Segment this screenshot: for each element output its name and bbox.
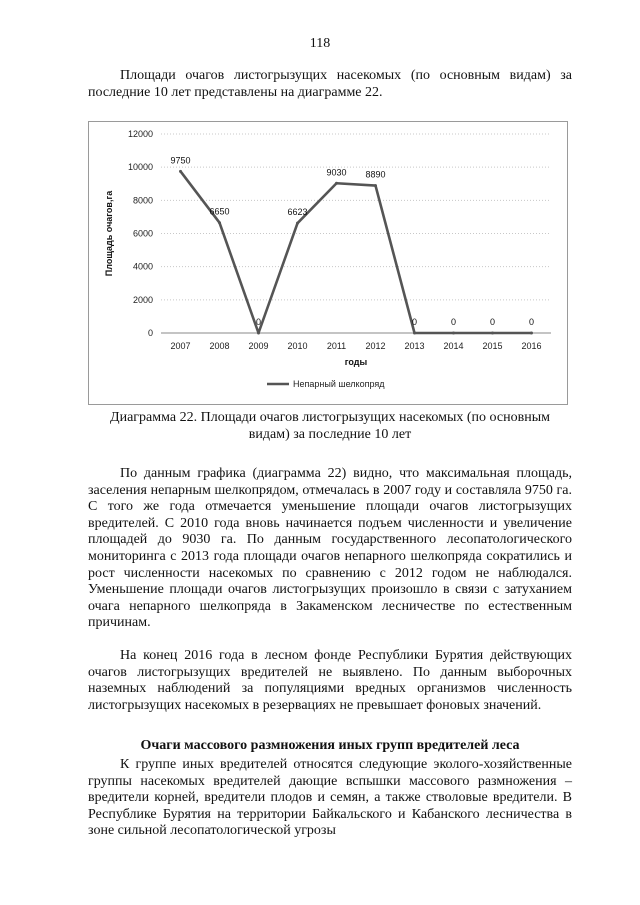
y-tick-label: 6000 — [132, 228, 153, 239]
x-tick-label: 2016 — [521, 341, 542, 351]
x-tick-label: 2007 — [170, 341, 191, 351]
series-line — [181, 171, 535, 333]
data-point — [413, 332, 416, 335]
paragraph-analysis: По данным графика (диаграмма 22) видно, что максимальная площадь, заселения непарным шелкопрядом, отмечалась в 2007 году и составляла 9750 га. С того же года отмечается уменьшение площади очагов листогрызущих вредителей. С 2010 года вновь начинается подъем численности и увеличение площадей до 9030 га. По данным государственного лесопатологического мониторинга с 2013 года площади очагов непарного шелкопряда сократились и рост численности насекомых по сравнению с 2012 годом не наблюдался. Уменьшение площади очагов листогрызущих произошло в связи с затуханием очага непарного шелкопряда в Закаменском лесничестве по естественным причинам. — [88, 466, 572, 631]
data-label: 0 — [450, 317, 457, 327]
data-label: 0 — [528, 317, 535, 327]
section-heading: Очаги массового размножения иных групп вредителей леса — [140, 738, 520, 753]
x-tick-label: 2011 — [326, 341, 347, 351]
data-point — [491, 332, 494, 335]
intro-paragraph: Площади очагов листогрызущих насекомых (по основным видам) за последние 10 лет представлены на диаграмме 22. — [88, 68, 572, 100]
data-label: 6623 — [287, 207, 308, 218]
data-point — [179, 170, 182, 173]
data-point — [452, 332, 455, 335]
x-tick-label: 2015 — [482, 341, 503, 351]
page-number: 118 — [309, 36, 331, 51]
y-tick-label: 0 — [147, 328, 153, 338]
data-label: 0 — [255, 317, 262, 327]
legend-label: Непарный шелкопряд — [293, 379, 385, 389]
x-tick-label: 2010 — [287, 341, 308, 351]
x-axis-title: годы — [344, 357, 368, 367]
y-tick-label: 8000 — [132, 195, 153, 206]
x-tick-label: 2013 — [404, 341, 425, 351]
data-label: 6650 — [209, 206, 230, 217]
data-point — [296, 222, 299, 225]
x-tick-label: 2012 — [365, 341, 386, 351]
paragraph-other-pests: К группе иных вредителей относятся следующие эколого-хозяйственные группы насекомых вредителей дающие вспышки массового размножения – вредители корней, вредители плодов и семян, а также стволовые вредители. В Республике Бурятия на территории Байкальского и Кабанского лесничества в зоне сильной лесопатологической угрозы — [88, 757, 572, 839]
data-label: 9030 — [326, 167, 347, 178]
data-label: 8890 — [365, 169, 386, 180]
data-point — [374, 184, 377, 187]
paragraph-status-2016: На конец 2016 года в лесном фонде Республики Бурятия действующих очагов листогрызущих вредителей не выявлено. По данным выборочных наземных наблюдений за популяциями вредных организмов численность листогрызущих насекомых в резервациях не превышает фоновых значений. — [88, 648, 572, 713]
data-point — [335, 182, 338, 185]
y-axis-title: Площадь очагов,га — [104, 190, 114, 277]
chart-caption: Диаграмма 22. Площади очагов листогрызущих насекомых (по основным видам) за последние 10 лет — [110, 410, 550, 442]
chart-svg — [89, 122, 569, 406]
y-tick-label: 12000 — [127, 129, 153, 139]
data-label: 0 — [411, 317, 418, 327]
x-tick-label: 2008 — [209, 341, 230, 351]
x-tick-label: 2009 — [248, 341, 269, 351]
y-tick-label: 10000 — [127, 162, 153, 173]
line-chart — [88, 121, 568, 405]
y-tick-label: 4000 — [132, 261, 153, 272]
data-label: 0 — [489, 317, 496, 327]
x-tick-label: 2014 — [443, 341, 464, 351]
data-label: 9750 — [170, 155, 191, 166]
y-tick-label: 2000 — [132, 294, 153, 305]
data-point — [257, 332, 260, 335]
data-point — [218, 221, 221, 224]
data-point — [530, 332, 533, 335]
